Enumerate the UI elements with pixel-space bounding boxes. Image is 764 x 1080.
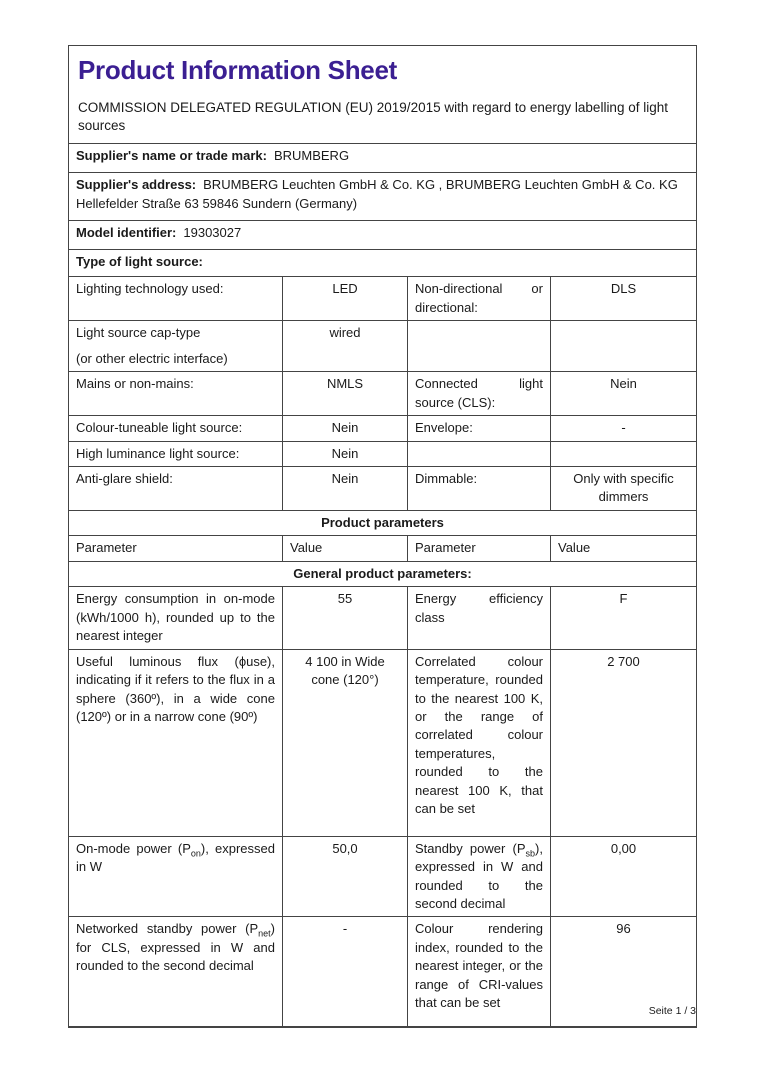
title-block [69, 46, 697, 144]
document-table [68, 45, 697, 1028]
value-cell: 50,0 [283, 836, 408, 917]
param-cell [408, 441, 551, 466]
value-cell: 55 [283, 587, 408, 649]
cap-type-line2: (or other electric interface) [76, 350, 228, 366]
value-cell: - [551, 416, 697, 441]
param-cell: Correlated colour temperature, rounded to the nearest 100 K, or the range of correlated colour temperatures, rounded to the nearest 100 K, that can be set [408, 649, 551, 836]
param-cell: Standby power $(P_{sb})$, expressed in W and rounded to the second decimal [408, 836, 551, 917]
page-title: Product Information Sheet [78, 55, 397, 85]
supplier-name-value: BRUMBERG [273, 148, 350, 164]
param-cell: On-mode power $(P_{on})$, expressed in W [69, 836, 283, 917]
value-cell: Nein [283, 466, 408, 510]
value-cell [551, 321, 697, 372]
param-cell: Energy efficiency class [408, 587, 551, 649]
value-cell: Only with specific dimmers [551, 466, 697, 510]
column-header: Parameter [408, 536, 551, 561]
column-header: Value [283, 536, 408, 561]
supplier-name-label: Supplier's name or trade mark: [76, 148, 267, 164]
model-identifier-value: 19303027 [183, 225, 242, 241]
table-row [69, 649, 697, 836]
value-cell: DLS [551, 277, 697, 321]
param-cell: Networked standby power $(P_{net})$ for CLS, expressed in W and rounded to the second decimal [69, 917, 283, 1027]
model-identifier-row [69, 221, 697, 250]
param-cell: High luminance light source: [69, 441, 283, 466]
product-parameters-heading: Product parameters [69, 510, 697, 535]
product-information-sheet [68, 45, 697, 1028]
supplier-address-label: Supplier's address: [76, 177, 197, 193]
general-product-parameters-heading: General product parameters: [69, 561, 697, 586]
param-cell [408, 321, 551, 372]
supplier-address-value: BRUMBERG Leuchten GmbH & Co. KG , BRUMBERG Leuchten GmbH & Co. KG Hellefelder Straße 63 59846 Sundern (Germany) [76, 177, 678, 211]
value-cell: 96 [551, 917, 697, 1027]
param-cell: Useful luminous flux (ϕuse), indicating if it refers to the flux in a sphere (360º), in a wide cone (120º) or in a narrow cone (90º) [69, 649, 283, 836]
param-cell: Non-directional or directional: [408, 277, 551, 321]
table-row [69, 587, 697, 649]
column-header-row [69, 536, 697, 561]
value-cell: 0,00 [551, 836, 697, 917]
model-identifier-label: Model identifier: [76, 225, 177, 241]
supplier-address-row [69, 173, 697, 221]
value-cell: NMLS [283, 372, 408, 416]
param-cell: Connected light source (CLS): [408, 372, 551, 416]
param-cell: Envelope: [408, 416, 551, 441]
type-of-light-source-heading: Type of light source: [69, 250, 697, 277]
table-row [69, 441, 697, 466]
supplier-name-row [69, 144, 697, 173]
param-cell: Colour-tuneable light source: [69, 416, 283, 441]
value-cell: wired [283, 321, 408, 372]
value-cell: 4 100 in Wide cone (120°) [283, 649, 408, 836]
table-row [69, 372, 697, 416]
page-number: Seite 1 / 3 [648, 1005, 696, 1017]
value-cell: Nein [551, 372, 697, 416]
param-cell [69, 321, 283, 372]
cap-type-line1: Light source cap-type [76, 325, 201, 341]
table-row [69, 836, 697, 917]
column-header: Parameter [69, 536, 283, 561]
value-cell: LED [283, 277, 408, 321]
param-cell: Anti-glare shield: [69, 466, 283, 510]
value-cell: Nein [283, 416, 408, 441]
table-row [69, 277, 697, 321]
table-row [69, 466, 697, 510]
value-cell: F [551, 587, 697, 649]
param-cell: Mains or non-mains: [69, 372, 283, 416]
value-cell: 2 700 [551, 649, 697, 836]
column-header: Value [551, 536, 697, 561]
param-cell: Dimmable: [408, 466, 551, 510]
table-row [69, 416, 697, 441]
value-cell: Nein [283, 441, 408, 466]
value-cell [551, 441, 697, 466]
param-cell: Lighting technology used: [69, 277, 283, 321]
param-cell: Colour rendering index, rounded to the nearest integer, or the range of CRI-values that can be set [408, 917, 551, 1027]
table-row [69, 321, 697, 372]
param-cell: Energy consumption in on-mode (kWh/1000 h), rounded up to the nearest integer [69, 587, 283, 649]
value-cell: - [283, 917, 408, 1027]
regulation-subtitle: COMMISSION DELEGATED REGULATION (EU) 2019/2015 with regard to energy labelling of light sources [78, 99, 668, 134]
